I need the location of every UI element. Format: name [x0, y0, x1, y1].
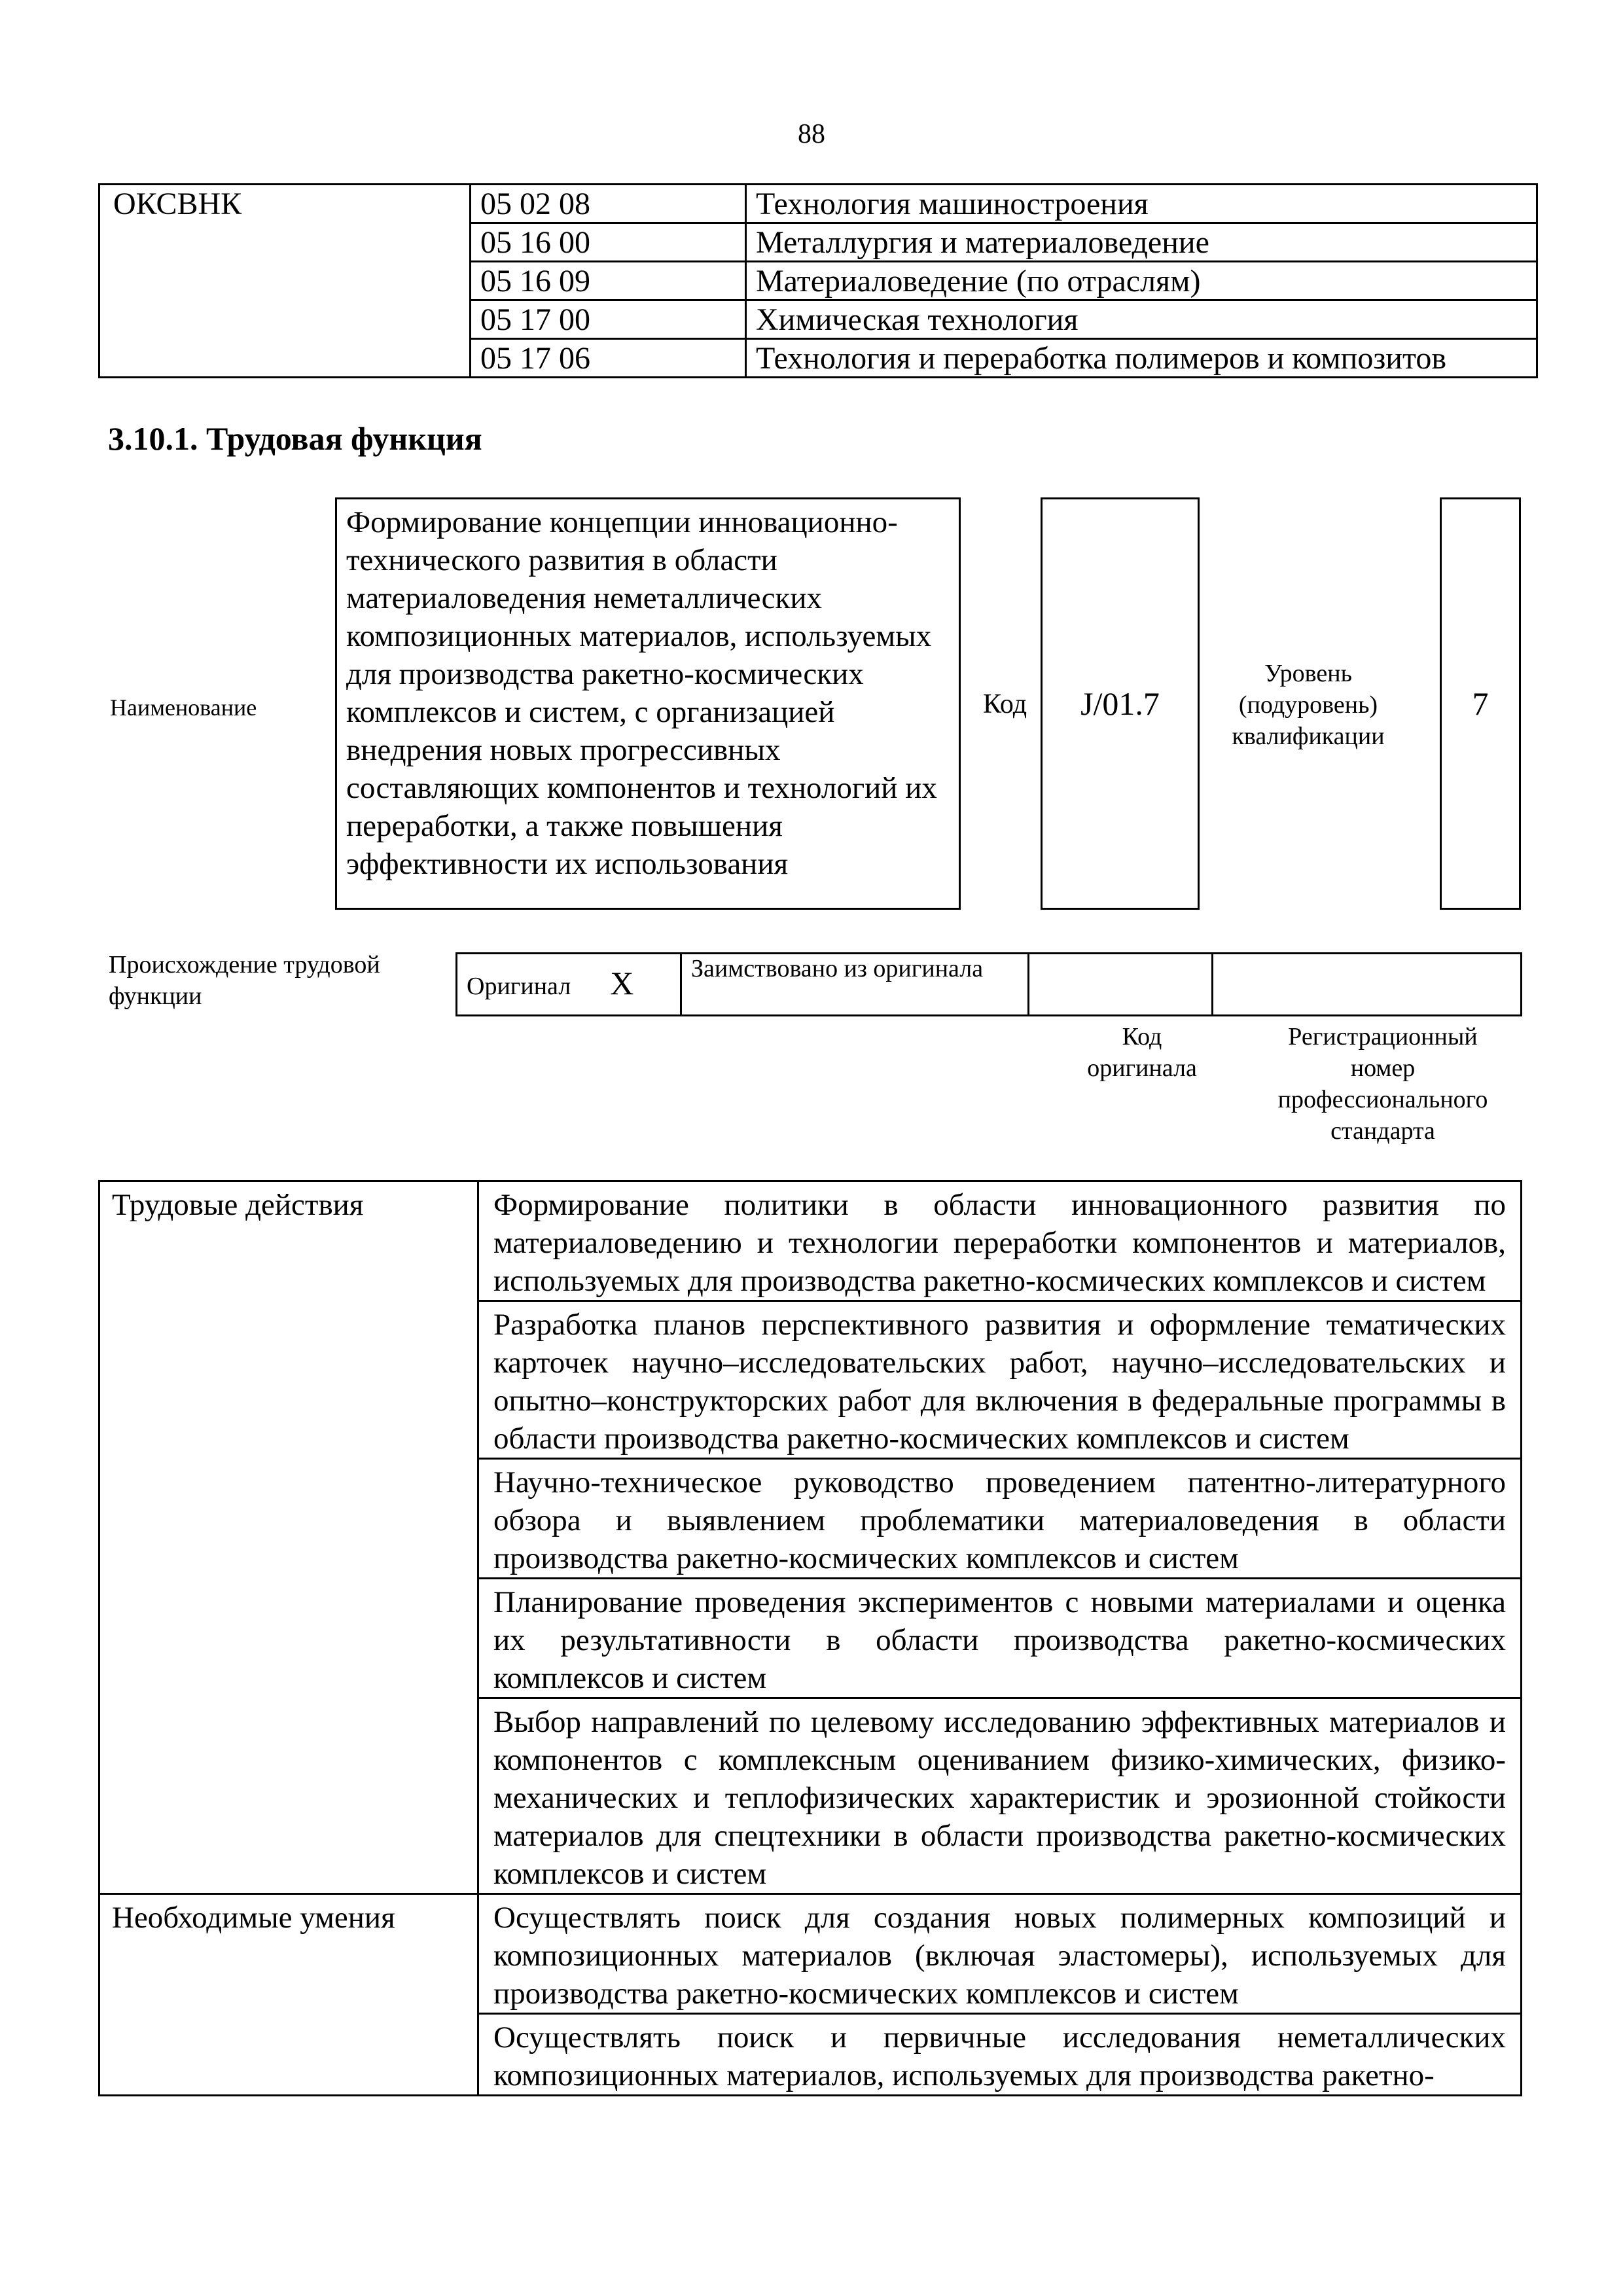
table-row: [99, 1181, 1522, 1301]
origin-reg-number-cell: [1213, 954, 1522, 1016]
okso-code: 05 16 00: [471, 223, 746, 262]
origin-code-caption-text: Код оригинала: [1087, 1023, 1197, 1082]
okso-name: Технология машиностроения: [746, 185, 1537, 223]
section-title: 3.10.1. Трудовая функция: [108, 420, 482, 457]
labor-action-item: Научно-техническое руководство проведением патентно-литературного обзора и выявлением проблематики материаловедения в области производства ракетно-космических комплексов и систем: [478, 1459, 1522, 1579]
section-title-labor-actions: Трудовые действия: [99, 1181, 478, 1894]
okso-name: Материаловедение (по отраслям): [746, 262, 1537, 300]
labor-action-item: Разработка планов перспективного развития и оформление тематических карточек научно–исследовательских работ, научно–исследовательских и опытно–конструкторских работ для включения в федеральные программы в области производства ракетно-космических комплексов и систем: [478, 1301, 1522, 1459]
table-row: [457, 954, 1522, 1016]
okso-name: Металлургия и материаловедение: [746, 223, 1537, 262]
okso-group-label: ОКСВНК: [99, 185, 471, 378]
labor-action-item: Формирование политики в области инновационного развития по материаловедению и технологии переработки компонентов и материалов, используемых для производства ракетно-космических комплексов и систем: [478, 1181, 1522, 1301]
page-number: 88: [798, 119, 825, 149]
function-code-label: Код: [983, 689, 1027, 719]
origin-borrowed-cell: Заимствовано из оригинала: [681, 954, 1029, 1016]
origin-code-cell: [1029, 954, 1213, 1016]
origin-original-mark: X: [610, 964, 634, 1001]
origin-reg-caption-text: Регистрационный номер профессионального стандарта: [1277, 1023, 1488, 1145]
labor-action-item: Выбор направлений по целевому исследованию эффективных материалов и компонентов с комплексным оцениванием физико-химических, физико-механических и теплофизических характеристик и эрозионной стойкости материалов для спецтехники в области производства ракетно-космических комплексов и систем: [478, 1698, 1522, 1894]
qualification-level-label: Уровень (подуровень) квалификации: [1232, 660, 1385, 750]
labor-action-item: Планирование проведения экспериментов с новыми материалами и оценка их результативности в области производства ракетно-космических комплексов и систем: [478, 1579, 1522, 1698]
table-row: [99, 1894, 1522, 2014]
qualification-level-box: 7: [1440, 497, 1521, 910]
okso-code: 05 17 00: [471, 300, 746, 339]
okso-code: 05 02 08: [471, 185, 746, 223]
origin-label: [109, 949, 429, 1012]
section-title-required-skills: Необходимые умения: [99, 1894, 478, 2096]
function-name-box: Формирование концепции инновационно-технического развития в области материаловедения неметаллических композиционных материалов, используемых для производства ракетно-космических комплексов и систем, с организацией внедрения новых прогрессивных составляющих компонентов и технологий их переработки, а также повышения эффективности их использования: [335, 497, 961, 910]
origin-table: [455, 952, 1522, 1016]
origin-code-caption: [1060, 1021, 1224, 1084]
okso-table: [98, 183, 1538, 378]
function-details-table: [98, 1180, 1522, 2096]
origin-reg-caption: [1243, 1021, 1522, 1147]
origin-label-text: Происхождение трудовой функции: [109, 951, 380, 1010]
okso-code: 05 17 06: [471, 339, 746, 378]
required-skill-item: Осуществлять поиск для создания новых полимерных композиций и композиционных материалов (включая эластомеры), используемых для производства ракетно-космических комплексов и систем: [478, 1894, 1522, 2014]
origin-original-label: Оригинал: [467, 972, 571, 1000]
required-skill-item: Осуществлять поиск и первичные исследования неметаллических композиционных материалов, используемых для производства ракетно-: [478, 2014, 1522, 2096]
okso-name: Технология и переработка полимеров и композитов: [746, 339, 1537, 378]
function-name-label: Наименование: [110, 694, 257, 721]
okso-name: Химическая технология: [746, 300, 1537, 339]
okso-code: 05 16 09: [471, 262, 746, 300]
function-code-box: J/01.7: [1041, 497, 1200, 910]
origin-original-cell: [457, 954, 681, 1016]
table-row: [99, 185, 1537, 223]
